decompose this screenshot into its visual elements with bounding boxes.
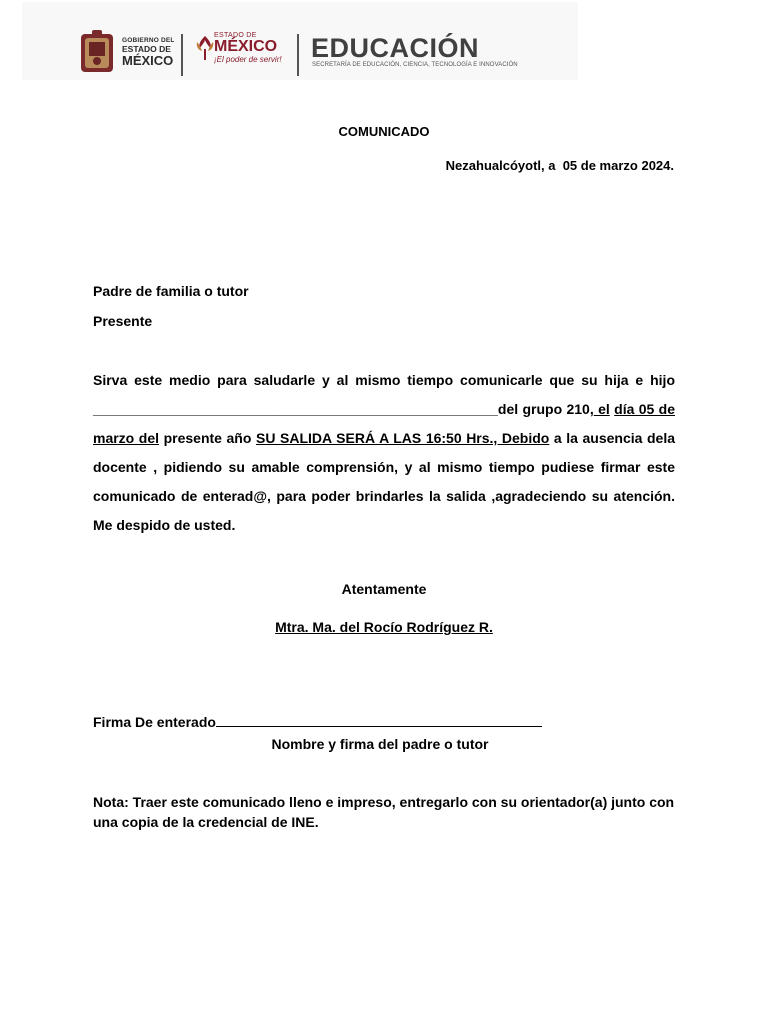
gobierno-line2: ESTADO DE	[122, 43, 171, 54]
document-title: COMUNICADO	[338, 124, 430, 139]
logo-divider	[181, 34, 183, 76]
body-exit-time: SU SALIDA SERÁ A LAS 16:50 Hrs., Debido	[255, 430, 550, 446]
estado-small: ESTADO DE	[214, 32, 257, 39]
teacher-name: Mtra. Ma. del Rocío Rodríguez R.	[275, 619, 493, 635]
gobierno-line3: MÉXICO	[122, 52, 174, 68]
signature-line	[93, 714, 542, 730]
secretaria-name: SECRETARÍA DE EDUCACIÓN, CIENCIA, TECNOLOGÍA E INNOVACIÓN	[312, 62, 518, 68]
estado-big: MÉXICO	[214, 38, 278, 55]
gobierno-logo-text	[122, 38, 175, 67]
body-presente-ano: presente año	[159, 430, 256, 446]
presente: Presente	[93, 313, 153, 329]
body-paragraph	[93, 366, 675, 540]
note: Nota: Traer este comunicado lleno e impreso, entregarlo con su orientador(a) junto con una copia de la credencial de INE.	[93, 794, 675, 830]
educacion-logo: EDUCACIÓN	[311, 33, 480, 63]
body-rest: a la ausencia dela docente , pidiendo su amable comprensión, y al mismo tiempo pudiese firmar este comunicado de enterad@, para poder brindarles la salida ,agradeciendo su atención. Me despido de usted.	[93, 430, 675, 533]
slogan: ¡El poder de servir!	[214, 55, 282, 64]
signature-blank	[216, 714, 542, 727]
logo-divider-2	[297, 34, 299, 76]
body-intro: Sirva este medio para saludarle y al mismo tiempo comunicarle que su hija e hijo	[93, 372, 675, 388]
body-el: el	[593, 401, 610, 417]
gobierno-line1: GOBIERNO DEL	[122, 37, 175, 44]
body-group: del grupo 210,	[497, 401, 594, 417]
state-seal-icon	[78, 30, 116, 76]
signature-label: Firma De enterado	[93, 714, 216, 730]
body-date: día 05 de marzo del	[93, 401, 675, 446]
student-name-blank: ____________________________________________________	[93, 401, 498, 417]
flower-icon	[194, 32, 216, 62]
date-line: Nezahualcóyotl, a 05 de marzo 2024.	[445, 158, 674, 173]
recipient: Padre de familia o tutor	[93, 283, 249, 299]
signature-caption: Nombre y firma del padre o tutor	[271, 736, 489, 752]
closing: Atentamente	[341, 581, 427, 597]
estado-mexico-logo	[214, 32, 282, 64]
